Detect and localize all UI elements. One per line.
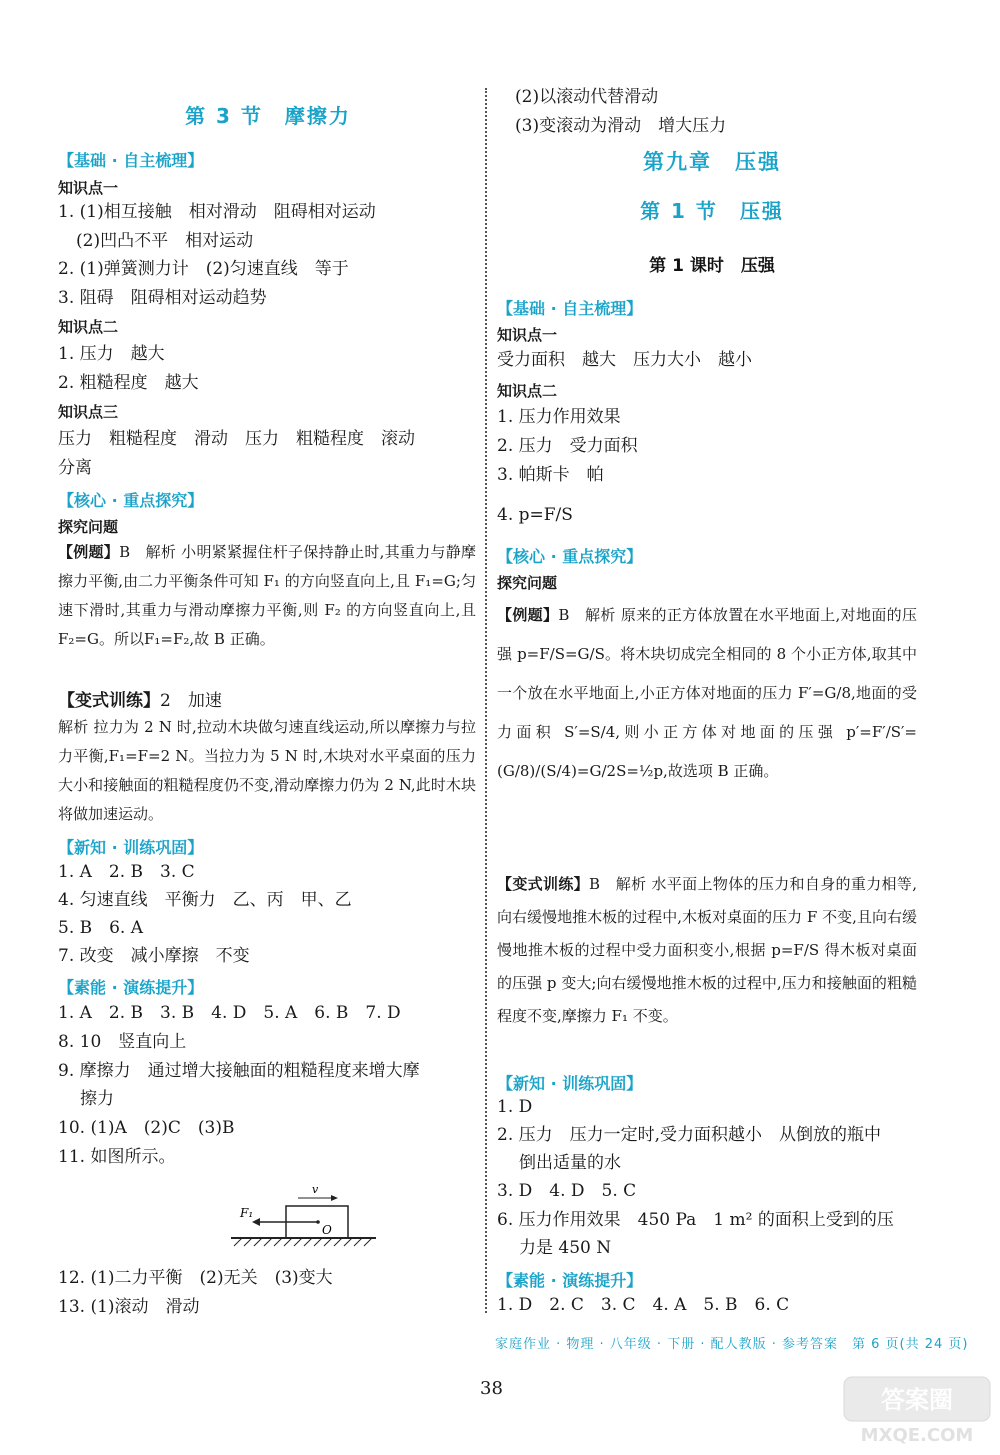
velocity-arrowhead: [331, 1195, 338, 1201]
watermark-logo: [842, 1375, 992, 1447]
answer-line: 3. 帕斯卡 帕: [497, 465, 604, 485]
example-paragraph: [497, 596, 917, 791]
page-footer: 家庭作业 · 物理 · 八年级 · 下册 · 配人教版 · 参考答案 第 6 页(共 24 页): [495, 1337, 969, 1352]
example-text: B 解析 小明紧紧握住杆子保持静止时,其重力与静摩擦力平衡,由二力平衡条件可知 F₁ 的方向竖直向上,且 F₁=G;匀速下滑时,其重力与滑动摩擦力平衡,则 F₂ 的方向竖直向上,且 F₂=G。所以F₁=F₂,故 B 正确。: [58, 543, 476, 648]
heading-new: 【新知 · 训练巩固】: [497, 1074, 643, 1093]
heading-skill: 【素能 · 演练提升】: [58, 978, 204, 997]
answer-line: 11. 如图所示。: [58, 1147, 176, 1167]
heading-core: 【核心 · 重点探究】: [497, 547, 643, 566]
answer-line: (3)变滚动为滑动 增大压力: [515, 116, 727, 136]
variant-paragraph: [497, 868, 917, 1033]
answer-line: 分离: [58, 458, 92, 478]
knowledge-point-1: 知识点一: [58, 179, 119, 197]
formula-line: 4. p=F/S: [497, 505, 573, 525]
heading-core: 【核心 · 重点探究】: [58, 491, 204, 510]
knowledge-point-3: 知识点三: [58, 403, 119, 421]
example-text: B 解析 原来的正方体放置在水平地面上,对地面的压强 p=F/S=G/S。将木块切成完全相同的 8 个小正方体,取其中一个放在水平地面上,小正方体对地面的压力 F′=G/8,地面的受力面积 S′=S/4,则小正方体对地面的压强 p′=F′/S′=(G/8)/(S/4)=G/2S=½p,故选项 B 正确。: [497, 606, 917, 780]
column-divider: [485, 88, 487, 1313]
section-title: 第 3 节 摩擦力: [185, 104, 351, 128]
answer-line: 3. D 4. D 5. C: [497, 1181, 637, 1201]
force-diagram: [226, 1180, 386, 1260]
watermark-url: MXQE.COM: [860, 1425, 974, 1446]
answer-line: 1. 压力 越大: [58, 344, 165, 364]
variant-tag: 【变式训练】: [58, 691, 160, 711]
heading-new: 【新知 · 训练巩固】: [58, 838, 204, 857]
answer-line: 9. 摩擦力 通过增大接触面的粗糙程度来增大摩: [58, 1061, 420, 1081]
heading-basic: 【基础 · 自主梳理】: [497, 299, 643, 318]
answer-line: 10. (1)A (2)C (3)B: [58, 1118, 235, 1138]
explore-question: 探究问题: [497, 574, 558, 592]
answer-line: 6. 压力作用效果 450 Pa 1 m² 的面积上受到的压: [497, 1210, 894, 1230]
answer-line: 2. 粗糙程度 越大: [58, 373, 199, 393]
answer-line: 12. (1)二力平衡 (2)无关 (3)变大: [58, 1268, 333, 1288]
friction-label: F₁: [240, 1206, 254, 1220]
variant-answer: 2 加速: [160, 691, 222, 711]
answer-line: 8. 10 竖直向上: [58, 1032, 187, 1052]
answer-line: 1. 压力作用效果: [497, 407, 621, 427]
explore-question: 探究问题: [58, 518, 119, 536]
answer-line: 擦力: [80, 1089, 114, 1109]
answer-line: 1. A 2. B 3. C: [58, 862, 195, 882]
example-paragraph: [58, 538, 476, 654]
answer-line: 2. 压力 压力一定时,受力面积越小 从倒放的瓶中: [497, 1125, 882, 1145]
page-number: 38: [480, 1378, 503, 1399]
lesson-title: 第 1 课时 压强: [649, 256, 775, 276]
example-tag: 【例题】: [497, 606, 559, 624]
knowledge-point-2: 知识点二: [58, 318, 119, 336]
section-title: 第 1 节 压强: [640, 199, 784, 223]
answer-line: 压力 粗糙程度 滑动 压力 粗糙程度 滚动: [58, 429, 415, 449]
heading-skill: 【素能 · 演练提升】: [497, 1271, 643, 1290]
knowledge-point-2: 知识点二: [497, 382, 558, 400]
ground-hatch: [234, 1238, 372, 1246]
answer-line: 1. A 2. B 3. B 4. D 5. A 6. B 7. D: [58, 1003, 401, 1023]
heading-basic: 【基础 · 自主梳理】: [58, 151, 204, 170]
answer-line: 倒出适量的水: [519, 1153, 621, 1173]
origin-point: [316, 1220, 320, 1224]
answer-line: 13. (1)滚动 滑动: [58, 1297, 200, 1317]
answer-line: 1. D 2. C 3. C 4. A 5. B 6. C: [497, 1295, 790, 1315]
variant-paragraph: 解析 拉力为 2 N 时,拉动木块做匀速直线运动,所以摩擦力与拉力平衡,F₁=F=2 N。当拉力为 5 N 时,木块对水平桌面的压力大小和接触面的粗糙程度仍不变,滑动摩擦力仍为 2 N,此时木块将做加速运动。: [58, 718, 476, 823]
example-tag: 【例题】: [58, 543, 120, 561]
chapter-title: 第九章 压强: [643, 150, 781, 174]
answer-line: 3. 阻碍 阻碍相对运动趋势: [58, 288, 267, 308]
variant-line: [58, 691, 222, 711]
variant-text: B 解析 水平面上物体的压力和自身的重力相等,向右缓慢地推木板的过程中,木板对桌面的压力 F 不变,且向右缓慢地推木板的过程中受力面积变小,根据 p=F/S 得木板对桌面的压强 p 变大;向右缓慢地推木板的过程中,压力和接触面的粗糙程度不变,摩擦力 F₁ 不变。: [497, 875, 917, 1025]
watermark-text: 答案圈: [881, 1386, 953, 1414]
answer-line: 4. 匀速直线 平衡力 乙、丙 甲、乙: [58, 890, 352, 910]
friction-arrowhead: [252, 1218, 260, 1226]
answer-line: 5. B 6. A: [58, 918, 144, 938]
answer-line: (2)以滚动代替滑动: [515, 87, 659, 107]
answer-line: 7. 改变 减小摩擦 不变: [58, 946, 250, 966]
answer-line: 2. (1)弹簧测力计 (2)匀速直线 等于: [58, 259, 349, 279]
knowledge-point-1: 知识点一: [497, 326, 558, 344]
answer-line: 力是 450 N: [519, 1238, 612, 1258]
answer-line: 1. (1)相互接触 相对滑动 阻碍相对运动: [58, 202, 376, 222]
origin-label: O: [322, 1223, 332, 1237]
answer-line: (2)凹凸不平 相对运动: [76, 231, 254, 251]
answer-line: 1. D: [497, 1097, 533, 1117]
answer-line: 受力面积 越大 压力大小 越小: [497, 350, 752, 370]
variant-tag: 【变式训练】: [497, 875, 590, 893]
velocity-label: v: [312, 1183, 319, 1196]
answer-line: 2. 压力 受力面积: [497, 436, 638, 456]
